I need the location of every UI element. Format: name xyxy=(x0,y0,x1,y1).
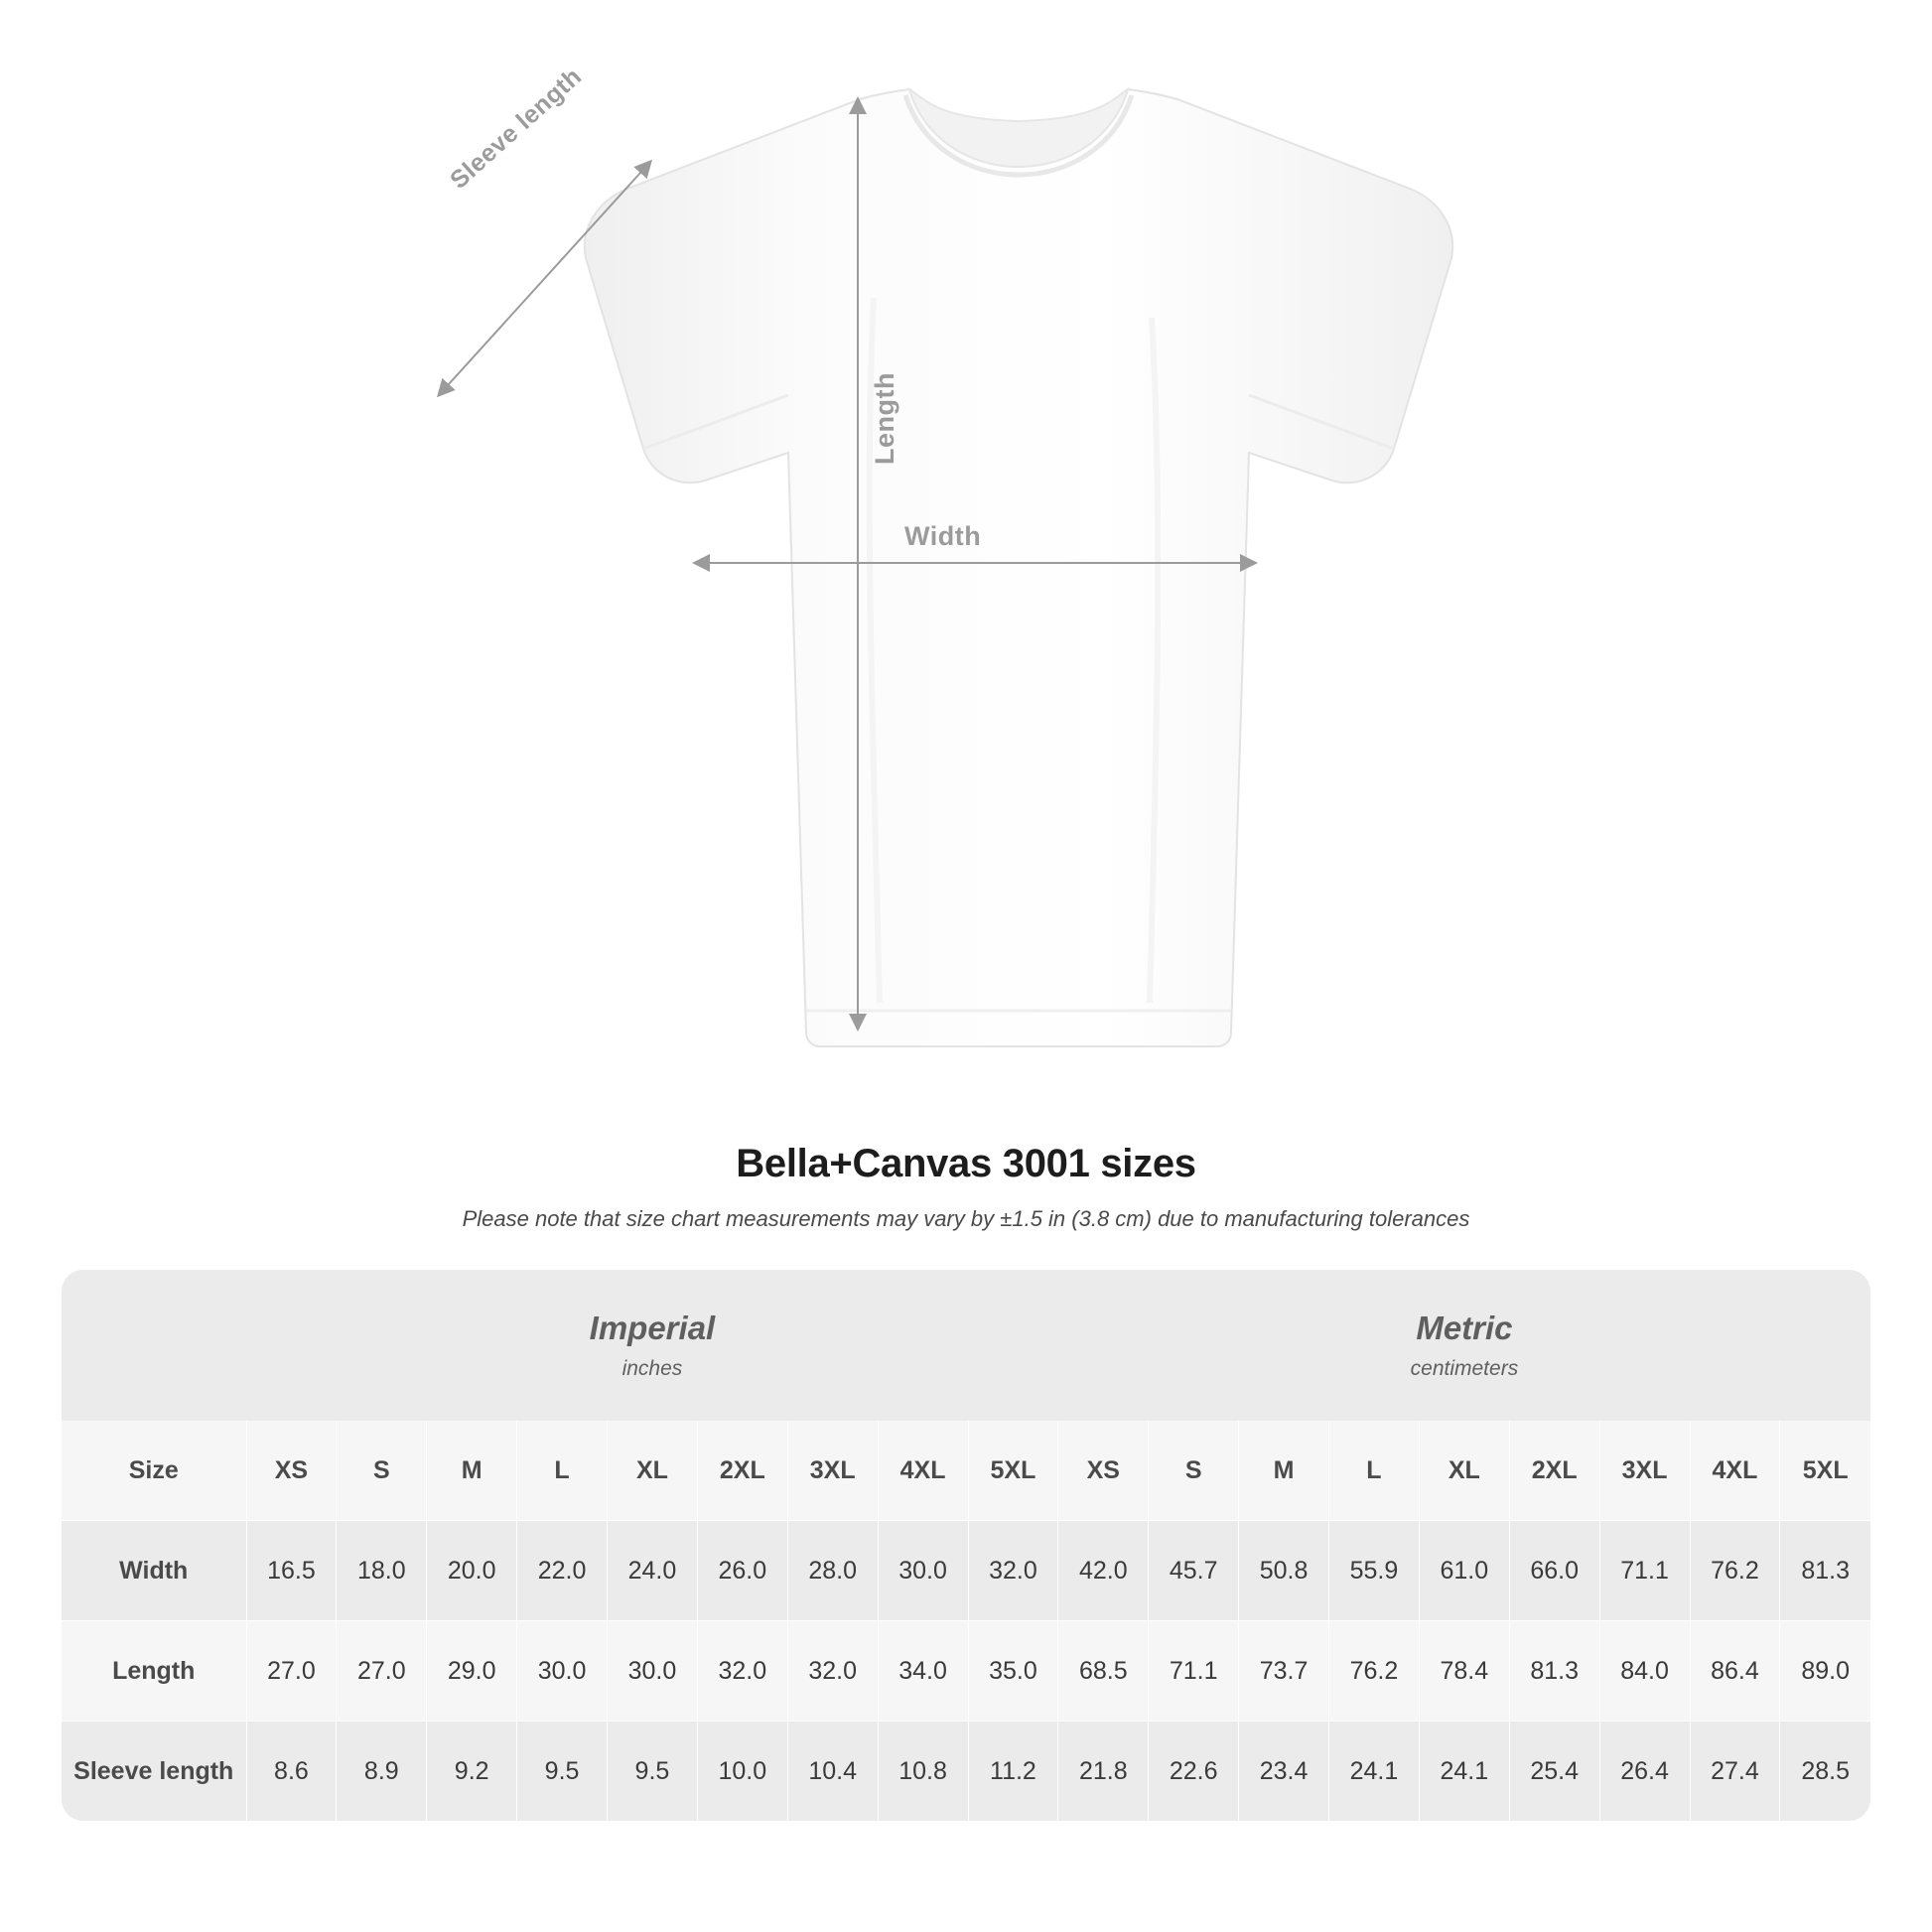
table-cell: 8.9 xyxy=(337,1722,427,1822)
table-cell: 32.0 xyxy=(697,1621,787,1722)
table-cell: 23.4 xyxy=(1239,1722,1329,1822)
table-cell: 71.1 xyxy=(1599,1521,1690,1621)
table-cell: 55.9 xyxy=(1329,1521,1420,1621)
unit-header-spacer xyxy=(62,1270,246,1421)
tshirt-shape xyxy=(585,89,1452,1046)
unit-name-imperial: Imperial xyxy=(589,1310,716,1346)
size-header-cell: 3XL xyxy=(787,1421,878,1521)
size-header-cell: S xyxy=(337,1421,427,1521)
size-header-cell: 4XL xyxy=(1690,1421,1780,1521)
table-cell: 30.0 xyxy=(608,1621,698,1722)
row-label-width: Width xyxy=(62,1521,246,1621)
table-row xyxy=(62,1521,1870,1621)
unit-name-metric: Metric xyxy=(1416,1310,1513,1346)
row-label-length: Length xyxy=(62,1621,246,1722)
table-cell: 89.0 xyxy=(1780,1621,1870,1722)
unit-sub-metric: centimeters xyxy=(1410,1357,1519,1380)
table-cell: 30.0 xyxy=(517,1621,608,1722)
table-cell: 35.0 xyxy=(968,1621,1058,1722)
size-chart-table-wrap xyxy=(62,1270,1870,1821)
size-header-cell: XS xyxy=(246,1421,337,1521)
table-cell: 24.0 xyxy=(608,1521,698,1621)
table-cell: 61.0 xyxy=(1419,1521,1509,1621)
size-header-cell: 2XL xyxy=(1509,1421,1599,1521)
table-row xyxy=(62,1722,1870,1822)
table-cell: 22.0 xyxy=(517,1521,608,1621)
table-cell: 32.0 xyxy=(968,1521,1058,1621)
table-cell: 84.0 xyxy=(1599,1621,1690,1722)
table-cell: 16.5 xyxy=(246,1521,337,1621)
table-cell: 42.0 xyxy=(1058,1521,1149,1621)
size-header-row xyxy=(62,1421,1870,1521)
table-cell: 32.0 xyxy=(787,1621,878,1722)
table-cell: 18.0 xyxy=(337,1521,427,1621)
table-cell: 34.0 xyxy=(878,1621,968,1722)
size-header-cell: 3XL xyxy=(1599,1421,1690,1521)
table-cell: 50.8 xyxy=(1239,1521,1329,1621)
width-dimension-label: Width xyxy=(904,521,982,551)
table-cell: 22.6 xyxy=(1149,1722,1239,1822)
table-cell: 27.4 xyxy=(1690,1722,1780,1822)
sleeve-length-dimension-label: Sleeve length xyxy=(445,62,588,195)
size-header-cell: XL xyxy=(1419,1421,1509,1521)
size-header-cell: M xyxy=(1239,1421,1329,1521)
table-cell: 20.0 xyxy=(427,1521,517,1621)
table-cell: 30.0 xyxy=(878,1521,968,1621)
size-header-cell: S xyxy=(1149,1421,1239,1521)
row-label-sleeve-length: Sleeve length xyxy=(62,1722,246,1822)
size-header-cell: L xyxy=(517,1421,608,1521)
size-header-cell: 5XL xyxy=(968,1421,1058,1521)
unit-header-metric xyxy=(1058,1270,1870,1421)
table-cell: 10.0 xyxy=(697,1722,787,1822)
table-cell: 8.6 xyxy=(246,1722,337,1822)
table-cell: 9.2 xyxy=(427,1722,517,1822)
unit-header-imperial xyxy=(246,1270,1058,1421)
size-header-cell: 2XL xyxy=(697,1421,787,1521)
table-cell: 26.4 xyxy=(1599,1722,1690,1822)
table-cell: 9.5 xyxy=(517,1722,608,1822)
table-cell: 10.4 xyxy=(787,1722,878,1822)
title-block xyxy=(0,1142,1932,1232)
table-cell: 29.0 xyxy=(427,1621,517,1722)
table-cell: 11.2 xyxy=(968,1722,1058,1822)
table-cell: 26.0 xyxy=(697,1521,787,1621)
table-cell: 76.2 xyxy=(1690,1521,1780,1621)
table-cell: 10.8 xyxy=(878,1722,968,1822)
table-cell: 27.0 xyxy=(337,1621,427,1722)
table-cell: 81.3 xyxy=(1780,1521,1870,1621)
size-chart-table xyxy=(62,1270,1870,1821)
table-cell: 25.4 xyxy=(1509,1722,1599,1822)
table-cell: 73.7 xyxy=(1239,1621,1329,1722)
tolerance-note: Please note that size chart measurements may vary by ±1.5 in (3.8 cm) due to manufacturing tolerances xyxy=(462,1206,1470,1231)
size-header-cell: 4XL xyxy=(878,1421,968,1521)
page-title: Bella+Canvas 3001 sizes xyxy=(736,1142,1196,1185)
table-cell: 24.1 xyxy=(1419,1722,1509,1822)
size-header-cell: L xyxy=(1329,1421,1420,1521)
table-cell: 68.5 xyxy=(1058,1621,1149,1722)
size-header-label: Size xyxy=(62,1421,246,1521)
size-header-cell: M xyxy=(427,1421,517,1521)
table-cell: 76.2 xyxy=(1329,1621,1420,1722)
table-cell: 86.4 xyxy=(1690,1621,1780,1722)
size-header-cell: 5XL xyxy=(1780,1421,1870,1521)
table-row xyxy=(62,1621,1870,1722)
table-cell: 28.0 xyxy=(787,1521,878,1621)
table-cell: 28.5 xyxy=(1780,1722,1870,1822)
table-cell: 9.5 xyxy=(608,1722,698,1822)
table-cell: 21.8 xyxy=(1058,1722,1149,1822)
size-header-cell: XL xyxy=(608,1421,698,1521)
table-cell: 78.4 xyxy=(1419,1621,1509,1722)
size-header-cell: XS xyxy=(1058,1421,1149,1521)
table-cell: 24.1 xyxy=(1329,1722,1420,1822)
table-cell: 45.7 xyxy=(1149,1521,1239,1621)
table-cell: 66.0 xyxy=(1509,1521,1599,1621)
unit-header-row xyxy=(62,1270,1870,1421)
table-cell: 81.3 xyxy=(1509,1621,1599,1722)
unit-sub-imperial: inches xyxy=(621,1357,683,1380)
length-dimension-label: Length xyxy=(870,372,899,465)
table-cell: 27.0 xyxy=(246,1621,337,1722)
table-cell: 71.1 xyxy=(1149,1621,1239,1722)
